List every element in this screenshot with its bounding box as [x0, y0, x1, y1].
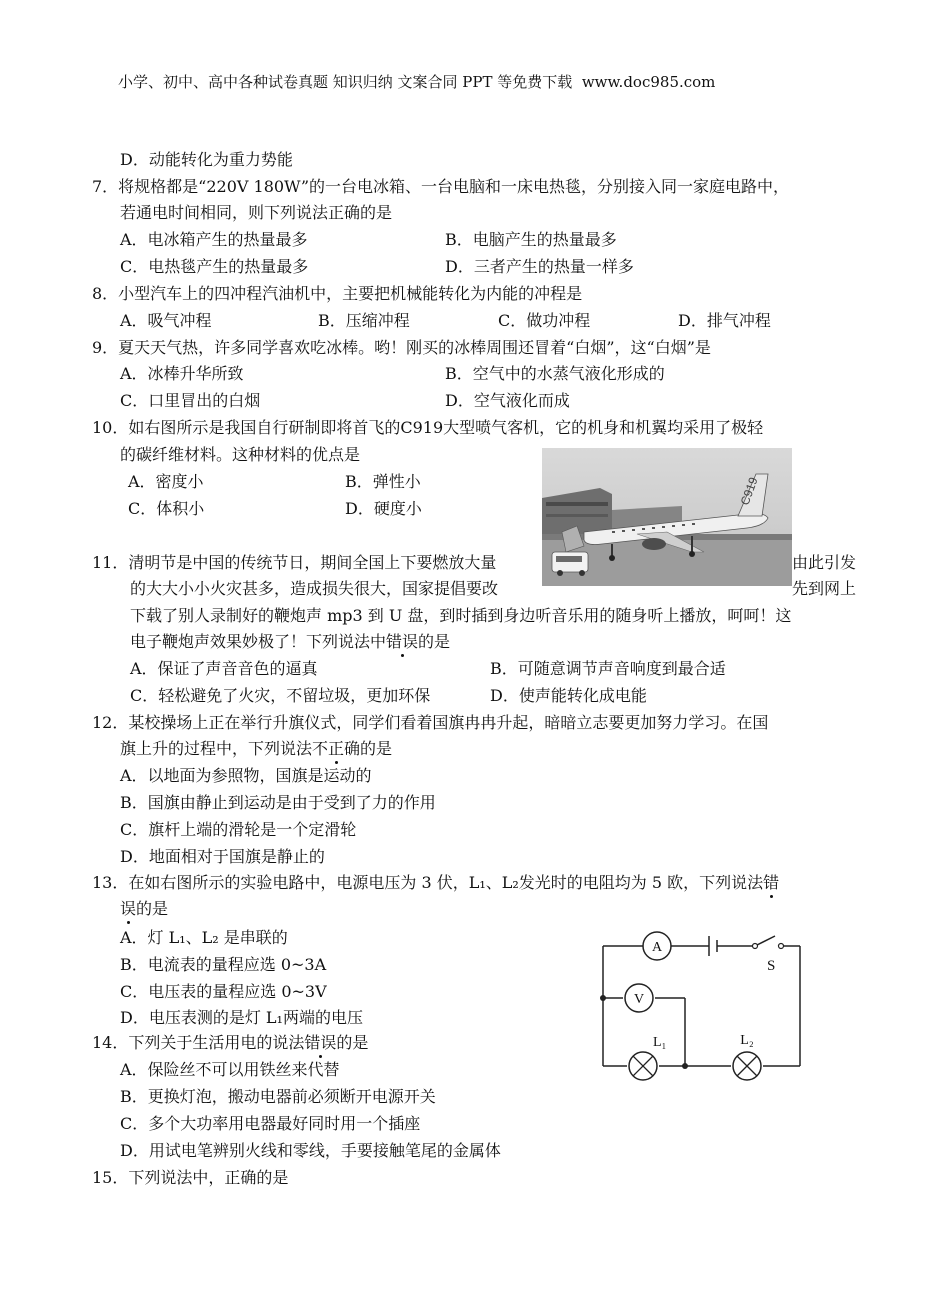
q11-stem-line3: 下载了别人录制好的鞭炮声 mp3 到 U 盘，到时插到身边听音乐用的随身听上播放，呵呵！这 [130, 606, 792, 625]
ammeter-symbol [643, 932, 671, 960]
q12-option-b: B．国旗由静止到运动是由于受到了力的作用 [120, 793, 436, 812]
q11-option-b: B．可随意调节声音响度到最合适 [490, 659, 726, 678]
q12-option-d: D．地面相对于国旗是静止的 [120, 847, 325, 866]
q11-stem-line2-right: 先到网上 [792, 579, 857, 598]
q8-stem: 8．小型汽车上的四冲程汽油机中，主要把机械能转化为内能的冲程是 [92, 284, 583, 303]
q7-stem-line2: 若通电时间相同，则下列说法正确的是 [120, 203, 393, 222]
q7-option-b: B．电脑产生的热量最多 [445, 230, 617, 249]
circuit-diagram [595, 926, 807, 1090]
header-url[interactable]: www.doc985.com [581, 73, 716, 91]
q15-stem: 15．下列说法中，正确的是 [92, 1168, 289, 1187]
q6-option-d: D．动能转化为重力势能 [120, 150, 293, 169]
q9-option-d: D．空气液化而成 [445, 391, 570, 410]
emphasis-dots: 误 [120, 899, 137, 918]
q11-option-a: A．保证了声音音色的逼真 [130, 659, 318, 678]
q13-option-b: B．电流表的量程应选 0~3A [120, 955, 327, 974]
q12-option-a: A．以地面为参照物，国旗是运动的 [120, 766, 372, 785]
q13-option-c: C．电压表的量程应选 0~3V [120, 982, 327, 1001]
lamp1-label: L₁ [653, 1035, 667, 1050]
lamp2-label: L₂ [740, 1033, 754, 1048]
emphasis-dots: 错 [763, 873, 780, 892]
ammeter-label: A [651, 940, 663, 955]
q14-option-c: C．多个大功率用电器最好同时用一个插座 [120, 1114, 421, 1133]
q10-stem-line2: 的碳纤维材料。这种材料的优点是 [120, 445, 361, 464]
q9-option-b: B．空气中的水蒸气液化形成的 [445, 364, 665, 383]
q8-option-d: D．排气冲程 [678, 311, 771, 330]
q10-option-d: D．硬度小 [345, 499, 422, 518]
q12-option-c: C．旗杆上端的滑轮是一个定滑轮 [120, 820, 357, 839]
tail-logo-text: C919 [737, 475, 761, 508]
switch-label: S [767, 958, 776, 974]
q13-option-a: A．灯 L₁、L₂ 是串联的 [120, 928, 288, 947]
q10-stem-line1: 10．如右图所示是我国自行研制即将首飞的C919大型喷气客机，它的机身和机翼均采用了极轻 [92, 418, 764, 437]
lamp-l2-symbol [733, 1052, 761, 1080]
q11-stem-line1-right: 由此引发 [792, 553, 857, 572]
q9-option-a: A．冰棒升华所致 [120, 364, 244, 383]
page-header [118, 72, 715, 92]
q7-option-c: C．电热毯产生的热量最多 [120, 257, 309, 276]
q14-stem: 14．下列关于生活用电的说法错误的是 [92, 1033, 369, 1052]
q10-option-b: B．弹性小 [345, 472, 421, 491]
q10-option-c: C．体积小 [128, 499, 205, 518]
q10-option-a: A．密度小 [128, 472, 204, 491]
q12-stem-line2: 旗上升的过程中，下列说法不正确的是 [120, 739, 393, 758]
q14-option-b: B．更换灯泡，搬动电器前必须断开电源开关 [120, 1087, 436, 1106]
emphasis-dots: 错误 [386, 632, 419, 651]
q11-stem-line4: 电子鞭炮声效果妙极了！下列说法中错误的是 [130, 632, 451, 651]
q14-option-d: D．用试电笔辨别火线和零线，手要接触笔尾的金属体 [120, 1141, 501, 1160]
q13-option-d: D．电压表测的是灯 L₁两端的电压 [120, 1008, 363, 1027]
q11-stem-line1-left: 11．清明节是中国的传统节日，期间全国上下要燃放大量 [92, 553, 497, 572]
q9-stem: 9．夏天天气热，许多同学喜欢吃冰棒。哟！刚买的冰棒周围还冒着“白烟”，这“白烟”是 [92, 338, 711, 357]
q11-option-d: D．使声能转化成电能 [490, 686, 647, 705]
q12-stem-line1: 12．某校操场上正在举行升旗仪式，同学们看着国旗冉冉升起，暗暗立志要更加努力学习。在国 [92, 713, 769, 732]
lamp-l1-symbol [629, 1052, 657, 1080]
q8-option-b: B．压缩冲程 [318, 311, 410, 330]
header-text: 小学、初中、高中各种试卷真题 知识归纳 文案合同 PPT 等免费下载 [118, 73, 573, 91]
q13-stem-line1: 13．在如右图所示的实验电路中，电源电压为 3 伏，L₁、L₂发光时的电阻均为 5 欧，下列说法错 [92, 873, 780, 892]
emphasis-dots: 错误 [304, 1033, 337, 1052]
q8-option-c: C．做功冲程 [498, 311, 591, 330]
q14-option-a: A．保险丝不可以用铁丝来代替 [120, 1060, 340, 1079]
q13-stem-line2: 误的是 [120, 899, 169, 918]
q11-stem-line2-left: 的大大小小火灾甚多，造成损失很大，国家提倡要改 [130, 579, 499, 598]
q8-option-a: A．吸气冲程 [120, 311, 212, 330]
voltmeter-label: V [633, 992, 645, 1007]
q7-option-a: A．电冰箱产生的热量最多 [120, 230, 308, 249]
q9-option-c: C．口里冒出的白烟 [120, 391, 261, 410]
emphasis-dots: 不正确 [312, 739, 361, 758]
c919-aircraft-photo [542, 448, 792, 586]
q7-stem-line1: 7．将规格都是“220V 180W”的一台电冰箱、一台电脑和一床电热毯，分别接入同一家庭电路中， [92, 177, 790, 196]
q7-option-d: D．三者产生的热量一样多 [445, 257, 634, 276]
voltmeter-symbol [625, 984, 653, 1012]
q11-option-c: C．轻松避免了火灾，不留垃圾，更加环保 [130, 686, 431, 705]
